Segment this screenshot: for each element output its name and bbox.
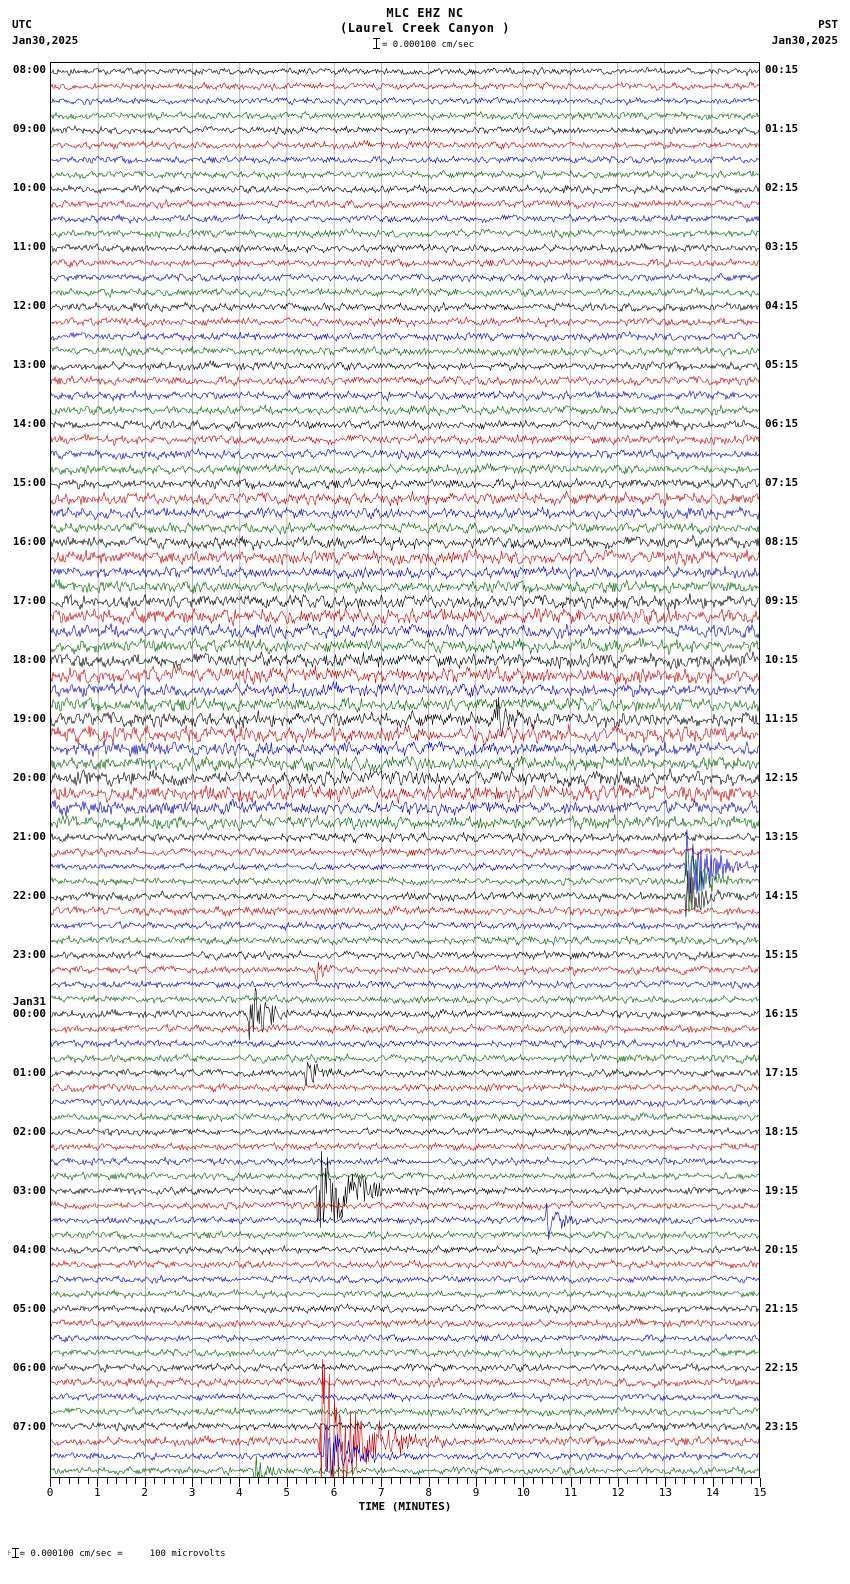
trace-line: [51, 200, 759, 209]
hour-label-utc: 15:00: [12, 476, 46, 490]
hour-label-pst: 09:15: [765, 594, 799, 608]
x-tick-minor: [542, 1478, 543, 1484]
hour-label-pst: 02:15: [765, 181, 799, 195]
trace-line: [51, 229, 759, 238]
hour-label-utc: 10:00: [12, 181, 46, 195]
x-tick-minor: [599, 1478, 600, 1484]
hour-label-pst: 20:15: [765, 1243, 799, 1257]
x-tick-label: 13: [658, 1486, 672, 1499]
left-timezone-label: UTC: [12, 18, 32, 31]
trace-line: [51, 302, 759, 312]
trace-line: [51, 434, 759, 445]
x-axis: [46, 1478, 767, 1499]
hour-label-utc: 21:00: [12, 830, 46, 844]
trace-line: [51, 1157, 759, 1166]
hour-label-pst: 21:15: [765, 1302, 799, 1316]
trace-line: [51, 1456, 759, 1477]
trace-line: [51, 1172, 759, 1181]
trace-line: [51, 756, 759, 772]
right-date-label: Jan30,2025: [771, 34, 838, 47]
hour-label-utc: 06:00: [12, 1361, 46, 1375]
x-tick-minor: [580, 1478, 581, 1484]
x-tick-minor: [741, 1478, 742, 1484]
trace-line: [51, 126, 759, 135]
x-tick-minor: [533, 1478, 534, 1484]
trace-line: [51, 97, 759, 105]
trace-line: [51, 921, 759, 930]
x-tick-minor: [78, 1478, 79, 1484]
hour-label-utc: 02:00: [12, 1125, 46, 1139]
x-tick-minor: [88, 1478, 89, 1484]
hour-label-pst: 18:15: [765, 1125, 799, 1139]
trace-line: [51, 140, 759, 149]
hour-label-pst: 12:15: [765, 771, 799, 785]
x-tick-minor: [419, 1478, 420, 1484]
trace-line: [51, 962, 759, 982]
trace-line: [51, 1425, 759, 1476]
hour-label-utc: 19:00: [12, 712, 46, 726]
x-tick-minor: [751, 1478, 752, 1484]
hour-label-utc: 17:00: [12, 594, 46, 608]
x-tick-minor: [325, 1478, 326, 1484]
hour-label-utc: 00:00: [12, 1007, 46, 1021]
x-tick-minor: [703, 1478, 704, 1484]
left-date-label: Jan30,2025: [12, 34, 79, 47]
trace-line: [51, 156, 759, 164]
trace-line: [51, 390, 759, 400]
trace-line: [51, 1275, 759, 1283]
trace-line: [51, 376, 759, 386]
right-timezone: [772, 18, 838, 47]
x-tick-minor: [268, 1478, 269, 1484]
trace-line: [51, 1084, 759, 1093]
trace-line: [51, 405, 759, 416]
x-tick-minor: [201, 1478, 202, 1484]
trace-line: [51, 1319, 759, 1328]
x-tick-label: 0: [46, 1486, 54, 1499]
trace-line: [51, 850, 759, 912]
x-tick-minor: [315, 1478, 316, 1484]
x-tick-minor: [353, 1478, 354, 1484]
x-tick-minor: [694, 1478, 695, 1484]
x-tick-minor: [69, 1478, 70, 1484]
trace-line: [51, 491, 759, 506]
trace-line: [51, 935, 759, 945]
x-tick-minor: [154, 1478, 155, 1484]
x-tick-label: 8: [425, 1486, 432, 1499]
trace-line: [51, 814, 759, 831]
trace-line: [51, 478, 759, 489]
trace-line: [51, 906, 759, 916]
x-axis-title: TIME (MINUTES): [358, 1500, 452, 1513]
hour-label-pst: 01:15: [765, 122, 799, 136]
x-tick-minor: [249, 1478, 250, 1484]
trace-line: [51, 1393, 759, 1402]
x-tick-minor: [296, 1478, 297, 1484]
scale-bar-icon: [376, 38, 377, 49]
trace-line: [51, 170, 759, 179]
footer-prefix: ⊦: [8, 1549, 12, 1557]
trace-line: [51, 741, 759, 759]
hour-label-pst: 17:15: [765, 1066, 799, 1080]
trace-line: [51, 1024, 759, 1034]
right-hour-axis: [761, 62, 841, 1478]
x-tick-minor: [514, 1478, 515, 1484]
hour-label-pst: 15:15: [765, 948, 799, 962]
hour-label-pst: 07:15: [765, 476, 799, 490]
x-tick-minor: [59, 1478, 60, 1484]
trace-line: [51, 346, 759, 356]
x-tick-label: 4: [236, 1486, 243, 1499]
trace-line: [51, 652, 759, 670]
trace-line: [51, 82, 759, 90]
trace-line: [51, 535, 759, 550]
x-tick-label: 9: [472, 1486, 480, 1499]
trace-line: [51, 1231, 759, 1239]
x-tick-minor: [495, 1478, 496, 1484]
hour-label-pst: 16:15: [765, 1007, 799, 1021]
hour-label-utc: 08:00: [12, 63, 46, 77]
hour-label-utc: 23:00: [12, 948, 46, 962]
x-tick-minor: [211, 1478, 212, 1484]
trace-line: [51, 1260, 759, 1269]
trace-line: [51, 1290, 759, 1299]
trace-line: [51, 682, 759, 698]
page-title: MLC EHZ NC: [386, 6, 464, 20]
x-tick-minor: [637, 1478, 638, 1484]
hour-label-utc: 12:00: [12, 299, 46, 313]
trace-line: [51, 832, 759, 842]
x-tick-minor: [400, 1478, 401, 1484]
trace-line: [51, 1359, 759, 1477]
trace-line: [51, 1348, 759, 1357]
trace-line: [51, 1142, 759, 1151]
trace-line: [51, 847, 759, 857]
right-timezone-label: PST: [818, 18, 838, 31]
x-axis-ticks: [46, 1478, 767, 1499]
trace-line: [51, 870, 759, 917]
hour-label-pst: 10:15: [765, 653, 799, 667]
trace-line: [51, 463, 759, 474]
trace-line: [51, 1098, 759, 1107]
x-tick-minor: [609, 1478, 610, 1484]
left-hour-axis: [0, 62, 50, 1478]
x-tick-minor: [230, 1478, 231, 1484]
x-tick-minor: [675, 1478, 676, 1484]
trace-line: [51, 1377, 759, 1387]
x-tick-minor: [410, 1478, 411, 1484]
x-tick-minor: [258, 1478, 259, 1484]
station-location: (Laurel Creek Canyon ): [340, 21, 510, 35]
x-tick-minor: [467, 1478, 468, 1484]
trace-line: [51, 1063, 759, 1086]
hour-label-utc: 11:00: [12, 240, 46, 254]
trace-line: [51, 638, 759, 655]
trace-line: [51, 800, 759, 817]
hour-label-pst: 05:15: [765, 358, 799, 372]
footer-text: = 0.000100 cm/sec = 100 microvolts: [19, 1549, 226, 1559]
scale-note-text: = 0.000100 cm/sec: [381, 40, 475, 50]
hour-label-pst: 08:15: [765, 535, 799, 549]
x-tick-label: 7: [378, 1486, 385, 1499]
trace-line: [51, 288, 759, 297]
x-tick-label: 6: [330, 1486, 338, 1499]
trace-line: [51, 784, 759, 804]
trace-line: [51, 697, 759, 712]
x-tick-minor: [552, 1478, 553, 1484]
footer-scale-note: [8, 1548, 226, 1559]
x-tick-minor: [220, 1478, 221, 1484]
x-tick-minor: [457, 1478, 458, 1484]
x-tick-minor: [438, 1478, 439, 1484]
trace-line: [51, 579, 759, 593]
trace-line: [51, 1407, 759, 1416]
hour-label-pst: 04:15: [765, 299, 799, 313]
trace-line: [51, 566, 759, 579]
trace-line: [51, 1304, 759, 1313]
x-tick-minor: [343, 1478, 344, 1484]
trace-line: [51, 1128, 759, 1137]
trace-line: [51, 623, 759, 639]
trace-line: [51, 214, 759, 223]
hour-label-utc: 03:00: [12, 1184, 46, 1198]
hour-label-utc: 09:00: [12, 122, 46, 136]
hour-label-utc: 07:00: [12, 1420, 46, 1434]
hour-label-utc: 04:00: [12, 1243, 46, 1257]
trace-line: [51, 259, 759, 268]
hour-label-pst: 14:15: [765, 889, 799, 903]
day-break-label: Jan31: [12, 995, 46, 1009]
seismogram-traces: [51, 63, 759, 1477]
x-tick-minor: [116, 1478, 117, 1484]
hour-label-pst: 03:15: [765, 240, 799, 254]
x-tick-label: 14: [706, 1486, 720, 1499]
x-tick-minor: [362, 1478, 363, 1484]
trace-line: [51, 988, 759, 1040]
trace-line: [51, 995, 759, 1004]
footer-scale-bar-icon: [15, 1548, 16, 1558]
x-tick-minor: [173, 1478, 174, 1484]
trace-line: [51, 68, 759, 76]
trace-line: [51, 317, 759, 327]
hour-label-utc: 05:00: [12, 1302, 46, 1316]
x-tick-minor: [656, 1478, 657, 1484]
x-tick-minor: [448, 1478, 449, 1484]
x-tick-label: 2: [141, 1486, 148, 1499]
seismogram-plot: [50, 62, 760, 1478]
x-tick-label: 11: [564, 1486, 578, 1499]
x-tick-label: 3: [188, 1486, 196, 1499]
trace-line: [51, 522, 759, 534]
hour-label-utc: 16:00: [12, 535, 46, 549]
trace-line: [51, 273, 759, 282]
x-tick-minor: [485, 1478, 486, 1484]
trace-line: [51, 244, 759, 253]
left-timezone: [12, 18, 78, 47]
hour-label-pst: 23:15: [765, 1420, 799, 1434]
hour-label-pst: 22:15: [765, 1361, 799, 1375]
x-tick-minor: [277, 1478, 278, 1484]
trace-line: [51, 1334, 759, 1342]
trace-line: [51, 1039, 759, 1048]
hour-label-pst: 06:15: [765, 417, 799, 431]
x-tick-label: 1: [94, 1486, 101, 1499]
trace-line: [51, 549, 759, 566]
trace-line: [51, 1422, 759, 1432]
x-tick-minor: [135, 1478, 136, 1484]
hour-label-pst: 11:15: [765, 712, 799, 726]
hour-label-utc: 20:00: [12, 771, 46, 785]
trace-line: [51, 111, 759, 120]
x-tick-minor: [627, 1478, 628, 1484]
trace-line: [51, 768, 759, 787]
hour-label-utc: 22:00: [12, 889, 46, 903]
trace-line: [51, 1203, 759, 1239]
trace-line: [51, 1201, 759, 1210]
x-tick-label: 12: [611, 1486, 625, 1499]
trace-line: [51, 607, 759, 625]
x-tick-minor: [722, 1478, 723, 1484]
x-tick-minor: [646, 1478, 647, 1484]
x-tick-minor: [306, 1478, 307, 1484]
trace-line: [51, 1246, 759, 1255]
hour-label-utc: 13:00: [12, 358, 46, 372]
trace-line: [51, 724, 759, 745]
hour-label-pst: 13:15: [765, 830, 799, 844]
trace-line: [51, 1054, 759, 1064]
hour-label-utc: 14:00: [12, 417, 46, 431]
trace-line: [51, 185, 759, 194]
hour-label-utc: 01:00: [12, 1066, 46, 1080]
hour-label-pst: 19:15: [765, 1184, 799, 1198]
trace-line: [51, 332, 759, 342]
x-tick-minor: [504, 1478, 505, 1484]
trace-line: [51, 449, 759, 460]
trace-line: [51, 593, 759, 610]
x-tick-minor: [684, 1478, 685, 1484]
x-tick-minor: [391, 1478, 392, 1484]
x-tick-minor: [126, 1478, 127, 1484]
trace-line: [51, 950, 759, 960]
x-tick-minor: [372, 1478, 373, 1484]
x-tick-minor: [590, 1478, 591, 1484]
trace-line: [51, 507, 759, 520]
trace-line: [51, 666, 759, 685]
trace-line: [51, 829, 759, 894]
x-tick-minor: [183, 1478, 184, 1484]
x-tick-minor: [107, 1478, 108, 1484]
trace-line: [51, 1113, 759, 1122]
hour-label-pst: 00:15: [765, 63, 799, 77]
x-tick-label: 5: [283, 1486, 290, 1499]
trace-line: [51, 980, 759, 989]
trace-line: [51, 1363, 759, 1372]
x-tick-minor: [164, 1478, 165, 1484]
scale-note: [0, 38, 850, 50]
x-tick-label: 15: [753, 1486, 767, 1499]
x-tick-label: 10: [516, 1486, 530, 1499]
trace-line: [51, 361, 759, 371]
trace-line: [51, 420, 759, 431]
x-tick-minor: [732, 1478, 733, 1484]
x-tick-minor: [561, 1478, 562, 1484]
hour-label-utc: 18:00: [12, 653, 46, 667]
trace-line: [51, 697, 759, 737]
